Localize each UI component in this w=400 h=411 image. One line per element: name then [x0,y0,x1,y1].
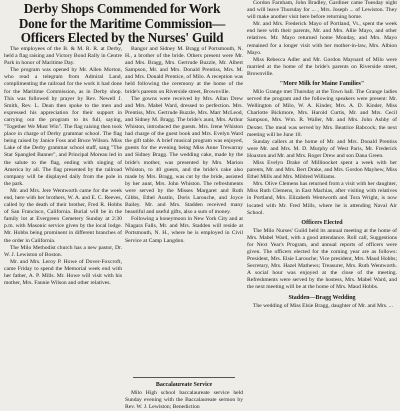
paragraph: The program was opened by Mr. Allen Morton, who read a telegram from Admiral Land, complimenting the railroad for the work it had done for the Maritime Commission, as in Derby shop. This was followed by prayer by Rev. Newell J. Smith, Rev. L. Dean then spoke to the men and expressed his appreciation for their support in carrying out the program to its full, saying, "Together We Must Win". The flag raising then took place in charge of Derby grammar school. The flag being raised by Janice Foss and Bruce Wilson. Miss Lake of the Derby grammar school staff, sang "The Star Spangled Banner", and Principal Moreau led in the salute to the flag, ending with singing of America by all. The flag presented by the railroad company will be displayed daily from the pole in the park. [4,67,122,187]
article-column-3 [247,0,397,400]
section-heading: Officers Elected [301,219,343,226]
headline-line-1: Derby Shops Commended for Work [23,1,221,16]
section-heading: "More Milk for Maine Families" [279,81,365,88]
paragraph: Mrs. Olive Clemens has returned from a visit with her daughter, Miss Ruth Clemens, in East Machias, after visiting with relatives in Portland, Mrs. Elizabeth Wentworth and Tora Wright, is now located with Mr. Fred Mills, where he is attending Naval Air School. [247,181,397,216]
headline-line-2: Done for the Maritime Commission— [18,15,226,31]
paragraph: Milo Grange met Thursday at the Town hall. The Grange ladies served the program and the following speakers were present: Mr. Wellington of Milo, W. A. Kinder, Mrs. A. D. Kinder, Miss Charlotte Bickmore, Mrs. Harold Curtis, Mr. and Mrs. Cecil Sampson, Mrs. Wm. R. Waller, Mr. and Mrs. John Ashby of Dexter. The meal was served by Mrs. Beatrice Babcock; the next meeting will be June 10. [247,89,397,138]
paragraph: Gordon Farnham, John Bradley, Gardiner came Tuesday night and will leave Thursday for ... , Mrs. Joseph ... of Lewiston. They will make another visit here before returning home. [247,0,397,21]
article-column-2 [125,46,243,376]
paragraph: Miss Rebecca Adler and Mr. Gordon Maynard of Milo were married at the home of the bride's parents on Riverside street, Brownville. [247,56,397,77]
paragraph: The Milo Nurses' Guild held its annual meeting at the home of Mrs. Mabel Ward, with a good attendance. Roll call, Suggestions for Next Year's Program, and annual reports of officers were given. The officers elected for the coming year are as follows: President, Mrs. Elsie Larouche; Vice president, Mrs. Maud Hobbs; Secretary, Mrs. Hazel Mathews; Treasurer, Mrs. Ruth Wentworth. A social hour was enjoyed at the close of the meeting. Refreshments were served by the hostess, Mrs. Mabel Ward, and the next meeting will be at the home of Mrs. Maud Hobbs. [247,227,397,291]
paragraph: Miss Evelyn Drake of Millinocket spent a week with her parents, Mr. and Mrs. Bert Drake, and Mrs. Gordon Mayhew, Miss Ethel Mills and Mrs. Mildred Williams. [247,159,397,181]
paragraph: Mr. and Mrs. Frederick Mayo of Portland, Vt., spent the week end here with their parents, Mr. and Mrs. Allie Mayo, and other relatives. Mr. Mayo returned home Monday, and Mrs. Mayo remained for a longer visit with her mother-in-law, Mrs. Albion Mayo. [247,21,397,56]
paragraph: The gowns were received by Mrs. Allan Drew and Mrs. Mabel Ward, dressed to perfection. Mrs. Prentiss, Mrs. Gertrude Buzzle, Mrs. Marr McLeod, and Sidney M. Bragg. The bride's aunt, Mrs. Arthur Whiston, introduced the guests. Mrs. Irene Whiston had charge of the guest book and Mrs. Evelyn Ward the gift table. A brief musical program was enjoyed, guests for the evening being Miss Anne Trewarray and Sidney Bragg. The wedding cake, made by the bride's mother, was presented by Mrs. Marion Whiston, to 40 guests, and the bride's cake also made by Mrs. Bragg, was cut by the bride, assisted by her aunt, Mrs. John Whiston. The refreshments were served by the Misses Margaret and Ruth Gibbs, Ethel Austin, Doris Larouche, and Joyce Bailey. Mr. and Mrs. Stadden received many beautiful and useful gifts, also a sum of money. [125,95,243,216]
section-heading: Baccalaureate Service [155,382,213,388]
paragraph: Bangor and Sidney M. Bragg of Portsmouth, N. H., a brother of the bride. Others present were Mr. and Mrs. Bragg, Mrs. Gertrude Buzzle, Mr. Albert Sampson, Mr. and Mrs. Donald Prentiss, Mrs. M. and Mrs. Donald Prentice, of Milo. A reception was held following the ceremony at the home of the bride's parents on Riverside street, Brownville. [125,46,243,95]
baccalaureate-section [125,374,243,411]
paragraph: The employees of the B. & M. R. R. at Derby, held a flag raising and Victory Bond Rally in Centre Park in honor of Maritime Day. [4,46,122,67]
paragraph: Following a honeymoon in New York City and at Niagara Falls, Mr. and Mrs. Stadden will reside at Portsmouth, N. H., where he is employed in Civil Service at Camp Langdon. [125,216,243,244]
headline-line-3: Officers Elected by the Nurses' Guild [20,30,224,46]
paragraph: Milo High school baccalaureate service held Sunday evening with the Baccalaureate sermon by Rev. W. J. Lewiston; Benediction [125,390,243,411]
section-heading: Stadden—Bragg Wedding [288,294,356,301]
paragraph: Mr. and Mrs. Leroy P. Howe of Dover-Foxcroft, came Friday to spend the Memorial week end with her father, A. P. Mills. Mr. Howe will visit with his mother, Mrs. Fannie Wilson and other relatives. [4,258,122,287]
paragraph: Sunday callers at the home of Mr. and Mrs. Donald Prentiss were Mr. and Mrs. M. D. Murphy of West Paris, Mr. Frederick Hoaxton and Mr. and Mrs. Roger Drew and son Dana Green. [247,138,397,159]
article-column-1 [4,46,122,398]
divider [133,377,235,378]
paragraph: The Milo Methodist church has a new pastor, Dr. W. J. Lewiston of Boston. [4,244,122,258]
headline [6,2,238,46]
paragraph: The wedding of Miss Elsie Bragg, daughter of Mr. and Mrs. ... [253,302,393,309]
paragraph: Mr. and Mrs. Jere Wentworth came for the week end, here with her brothers, W. A. and E. C. Reeves, called by the death of their brother, Fred R. Hobbs of San Francisco, California. Burial will be in the family lot at Evergreen Cemetery Sunday at 2:30 p.m. with Masonic service given by the local lodge. Mr. Hobbs being prominent in different branches of the order in California. [4,187,122,244]
